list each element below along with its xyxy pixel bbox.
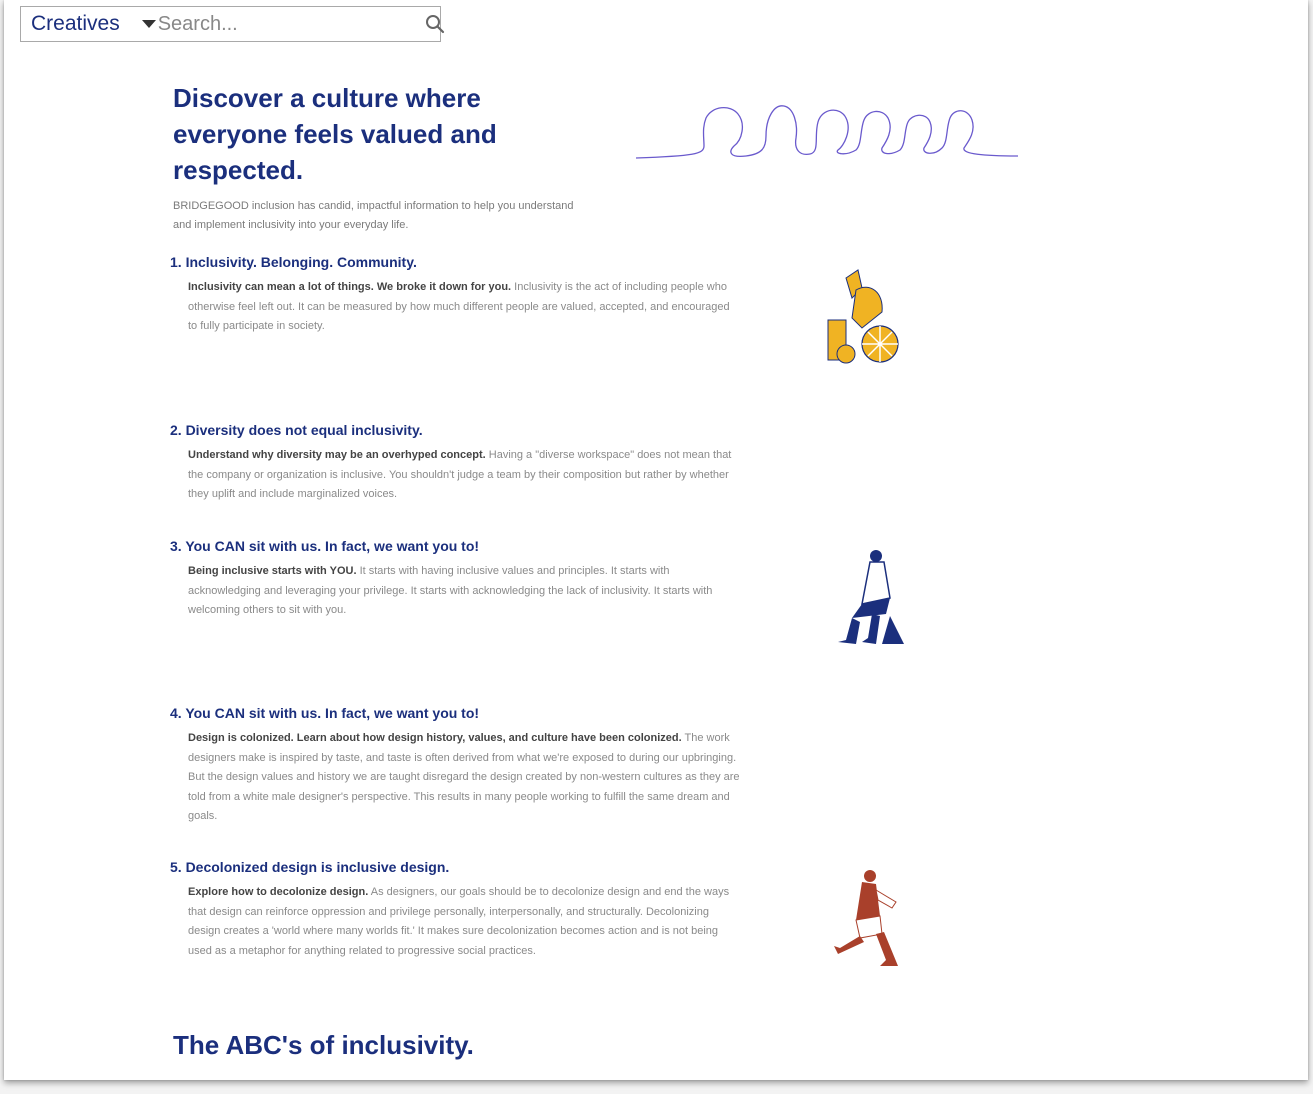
category-label: Creatives [31, 12, 120, 35]
item-body: As designers, our goals should be to decolonize design and end the ways that design can reinforce oppression and privilege personally, interpersonally, and structurally. Decolonizing design creates a 'world where many worlds fit.' It makes sure decolonization becomes action and is not being used as a metaphor for anything related to progressive social practices. [188, 886, 730, 957]
item-text [188, 562, 740, 621]
list-item [170, 703, 740, 827]
wheelchair-illustration [822, 268, 902, 368]
item-heading: 3. You CAN sit with us. In fact, we want you to! [170, 538, 480, 554]
item-text [188, 446, 740, 505]
item-body: Inclusivity is the act of including people who otherwise feel left out. It can be measured by how much different people are valued, accepted, and encouraged to fully participate in society. [188, 281, 730, 332]
faces-line-illustration [634, 98, 1024, 163]
list-item [170, 857, 740, 961]
item-text [188, 729, 740, 827]
item-lead: Explore how to decolonize design. [188, 886, 369, 898]
item-text [188, 278, 740, 337]
item-heading: 1. Inclusivity. Belonging. Community. [170, 254, 417, 270]
category-dropdown[interactable] [21, 7, 156, 41]
list-item [170, 252, 740, 337]
page [4, 0, 1308, 1080]
search-input[interactable] [156, 6, 425, 42]
list-item [170, 420, 740, 505]
item-body: Having a "diverse workspace" does not mean that the company or organization is inclusive. You shouldn't judge a team by their composition but rather by whether they uplift and include marginalized voices. [188, 449, 732, 500]
hero-title: Discover a culture where everyone feels valued and respected. [173, 83, 497, 185]
item-lead: Inclusivity can mean a lot of things. We broke it down for you. [188, 281, 512, 293]
item-heading: 4. You CAN sit with us. In fact, we want you to! [170, 705, 480, 721]
item-text [188, 883, 740, 961]
walking-person-illustration [830, 868, 906, 968]
item-body: The work designers make is inspired by taste, and taste is often derived from what we're exposed to during our upbringing. But the design values and history we are taught disregard the design created by non-western cultures as they are told from a white male designer's perspective. This results in many people working to fulfill the same dream and goals. [188, 732, 740, 822]
hero-subtitle: BRIDGEGOOD inclusion has candid, impactful information to help you understand and implement inclusivity into your everyday life. [173, 200, 574, 231]
search-bar [20, 6, 441, 42]
item-lead: Design is colonized. Learn about how design history, values, and culture have been colonized. [188, 732, 682, 744]
item-lead: Being inclusive starts with YOU. [188, 565, 357, 577]
item-heading: 2. Diversity does not equal inclusivity. [170, 422, 423, 438]
list-item [170, 536, 740, 621]
search-icon[interactable] [425, 9, 445, 39]
item-lead: Understand why diversity may be an overhyped concept. [188, 449, 486, 461]
item-body: It starts with having inclusive values and principles. It starts with acknowledging and leveraging your privilege. It starts with acknowledging the lack of inclusivity. It starts with welcoming others to sit with you. [188, 565, 713, 616]
section-title: The ABC's of inclusivity. [173, 1030, 474, 1060]
sitting-person-illustration [832, 548, 908, 646]
item-heading: 5. Decolonized design is inclusive design. [170, 859, 450, 875]
chevron-down-icon [142, 20, 156, 28]
